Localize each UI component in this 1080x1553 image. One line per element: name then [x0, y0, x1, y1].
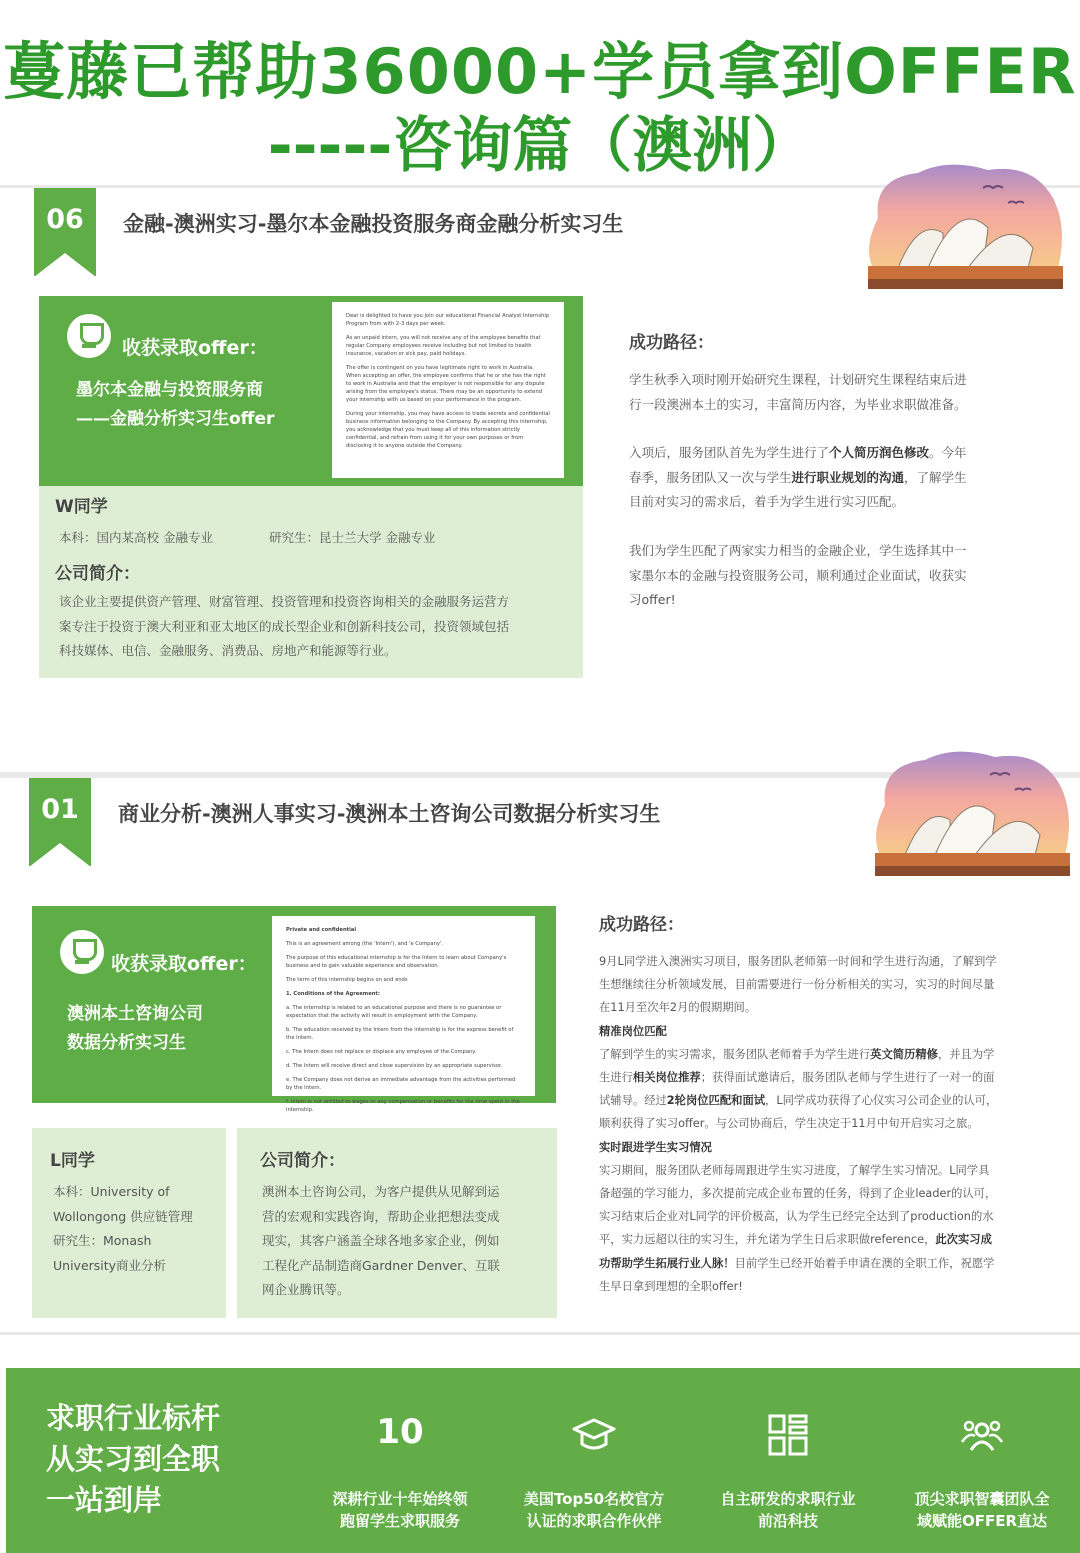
success-path-text: 9月L同学进入澳洲实习项目，服务团队老师第一时间和学生进行沟通，了解到学 生想继续往分析领域发展，目前需要进行一份分析相关的实习，实习的时间尽量 在11月至次年2月的假期期间。 精准岗位匹配 了解到学生的实习需求，服务团队老师着手为学生进行英文简历精修，并且为学 生进行相关岗位推荐；获得面试邀请后，服务团队老师与学生进行了一对一的面 试辅导。经过2轮岗位匹配和面试，L同学成功获得了心仪实习公司企业的认可， 顺利获得了实习offer。与公司协商后，学生决定于11月中旬开启实习之旅。 实时跟进学生实习情况 实习期间，服务团队老师每周跟进学生实习进度，了解学生实习情况。L同学具 备超强的学习能力，多次提前完成企业布置的任务，得到了企业leader的认可， 实习结束后企业对L同学的评价极高，认为学生已经完全达到了production的水 平，实力远超以往的实习生，并允诺为学生日后求职做reference，此次实习成 功帮助学生拓展行业人脉！目前学生已经开始着手申请在澳的全职工作，祝愿学 生早日拿到理想的全职offer! [599, 955, 998, 1293]
letter-paragraph: The offer is contingent on you have legitimate right to work in Australia. When accepting an offer, the employee confirms that he or she has the right to work in Australia and that the employer is not responsible for any dispute arising from the employee's status. There may be an opportunity to extend your internship with us based on your performance in the program. [346, 365, 546, 403]
company-intro-heading: 公司简介： [260, 1151, 345, 1171]
undergrad-info: 本科：国内某高校 金融专业 [59, 530, 213, 545]
headline-line-1: 蔓藤已帮助36000+学员拿到OFFER [3, 35, 1077, 108]
student-info-panel [32, 1128, 226, 1318]
letter-heading: Private and confidential [286, 927, 357, 933]
offer-name-line-2: 数据分析实习生 [67, 1033, 186, 1053]
postgrad-info: 研究生：昆士兰大学 金融专业 [269, 530, 436, 545]
letter-paragraph: c. The Intern does not replace or displace any employee of the Company. [286, 1049, 477, 1055]
feature-text: 美国Top50名校官方 认证的求职合作伙伴 [523, 1490, 665, 1530]
letter-paragraph: The term of this internship begins on and ends [286, 977, 408, 983]
feature-team [897, 1368, 1067, 1553]
letter-paragraph: a. The internship is related to an educational purpose and there is no guarantee or expectation that the activity will result in employment with the Company. [286, 1005, 502, 1019]
slogan: 求职行业标杆 从实习到全职 一站到岸 [46, 1401, 221, 1517]
offer-letter-image [332, 302, 564, 478]
team-icon [959, 1412, 1005, 1458]
letter-paragraph: 1. Conditions of the Agreement: [286, 991, 380, 997]
offer-panel [39, 296, 583, 486]
feature-ten-years [315, 1368, 485, 1553]
offer-name-line-2: ——金融分析实习生offer [76, 409, 275, 429]
feature-text: 深耕行业十年始终领 跑留学生求职服务 [332, 1490, 468, 1530]
success-path-paragraph-2: 入项后，服务团队首先为学生进行了个人简历润色修改。今年 春季，服务团队又一次与学生进行职业规划的沟通，了解学生 目前对实习的需求后，着手为学生进行实习匹配。 [629, 445, 967, 509]
company-intro-heading: 公司简介： [55, 564, 140, 584]
feature-text: 自主研发的求职行业 前沿科技 [720, 1490, 856, 1530]
case-title: 金融-澳洲实习-墨尔本金融投资服务商金融分析实习生 [123, 212, 624, 236]
letter-paragraph: As an unpaid intern, you will not receive any of the employee benefits that regular Company employees receive including but not limited to health insurance, vacation or sick pay, paid holidays. [346, 335, 541, 357]
graduation-cap-icon [571, 1412, 617, 1458]
letter-paragraph: b. The education received by the Intern from the internship is for the express benefit of the Intern. [286, 1027, 514, 1041]
company-intro-panel [237, 1128, 557, 1318]
trophy-icon [60, 930, 104, 974]
feature-tech [703, 1368, 873, 1553]
letter-paragraph: The purpose of this educational internship is for the Intern to learn about Company's business and to gain valuable experience and observation. [286, 955, 507, 969]
case-card-01 [0, 775, 1080, 1335]
case-number-ribbon: 01 [29, 778, 91, 866]
grid-layout-icon [765, 1412, 811, 1458]
success-path-heading: 成功路径： [599, 915, 684, 935]
student-name: W同学 [55, 497, 108, 517]
sydney-opera-house-illustration [865, 745, 1080, 895]
offer-panel [32, 906, 556, 1113]
student-info-panel [39, 486, 583, 678]
offer-label: 收获录取offer： [122, 337, 268, 359]
offer-name-line-1: 墨尔本金融与投资服务商 [76, 380, 263, 400]
student-name: L同学 [50, 1151, 95, 1171]
success-path-heading: 成功路径： [629, 333, 714, 353]
sydney-opera-house-illustration [858, 158, 1073, 308]
feature-text: 顶尖求职智囊团队全 域赋能OFFER直达 [914, 1490, 1050, 1530]
company-intro-text: 澳洲本土咨询公司，为客户提供从见解到运 营的宏观和实践咨询，帮助企业把想法变成 现实，其客户涵盖全球各地多家企业，例如 工程化产品制造商Gardner Denver、互联 网企业腾讯等。 [262, 1184, 500, 1297]
ten-years-icon: 10 [376, 1412, 424, 1452]
company-intro-text: 该企业主要提供资产管理、财富管理、投资管理和投资咨询相关的金融服务运营方 案专注于投资于澳大利亚和亚太地区的成长型企业和创新科技公司，投资领域包括 科技媒体、电信、金融服务、消费品、房地产和能源等行业。 [59, 594, 510, 658]
case-title: 商业分析-澳洲人事实习-澳洲本土咨询公司数据分析实习生 [118, 802, 661, 826]
offer-letter-image [272, 916, 535, 1113]
feature-top50-partner [509, 1368, 679, 1553]
success-path-paragraph-3: 我们为学生匹配了两家实力相当的金融企业，学生选择其中一 家墨尔本的金融与投资服务公司，顺利通过企业面试，收获实 习offer! [629, 543, 967, 607]
offer-name-line-1: 澳洲本土咨询公司 [67, 1004, 203, 1024]
offer-label: 收获录取offer： [111, 953, 257, 975]
letter-paragraph: e. The Company does not derive an immediate advantage from the activities performed by the Intern. [286, 1077, 516, 1091]
case-number-ribbon: 06 [34, 188, 96, 276]
trophy-icon [67, 314, 111, 358]
letter-paragraph: d. The Intern will receive direct and close supervision by an appropriate supervisor. [286, 1063, 503, 1069]
footer-banner [6, 1368, 1080, 1553]
success-path-paragraph-1: 学生秋季入项时刚开始研究生课程，计划研究生课程结束后进 行一段澳洲本土的实习，丰富简历内容，为毕业求职做准备。 [629, 372, 967, 412]
case-card-06 [0, 185, 1080, 775]
letter-paragraph: Dear is delighted to have you join our educational Financial Analyst Internship Program from with 2-3 days per week. [346, 313, 550, 327]
education-info: 本科：University of Wollongong 供应链管理 研究生：Monash University商业分析 [53, 1184, 193, 1273]
letter-paragraph: This is an agreement among (the 'Intern'), and 'e Company'. [286, 941, 444, 947]
headline-line-2: -----咨询篇（澳洲） [267, 111, 813, 181]
sub-heading-follow-up: 实时跟进学生实习情况 [599, 1140, 712, 1154]
sub-heading-matching: 精准岗位匹配 [599, 1024, 667, 1038]
letter-paragraph: f. Intern is not entitled to wages or any compensation or benefits for the time spent in the internship. [286, 1099, 520, 1113]
letter-paragraph: During your internship, you may have access to trade secrets and confidential business information belonging to the Company. By accepting this internship, you acknowledge that you must keep all of this information strictly confidential, and refrain from using it for your own purposes or from disclosing it to anyone outside the Company. [346, 411, 550, 449]
